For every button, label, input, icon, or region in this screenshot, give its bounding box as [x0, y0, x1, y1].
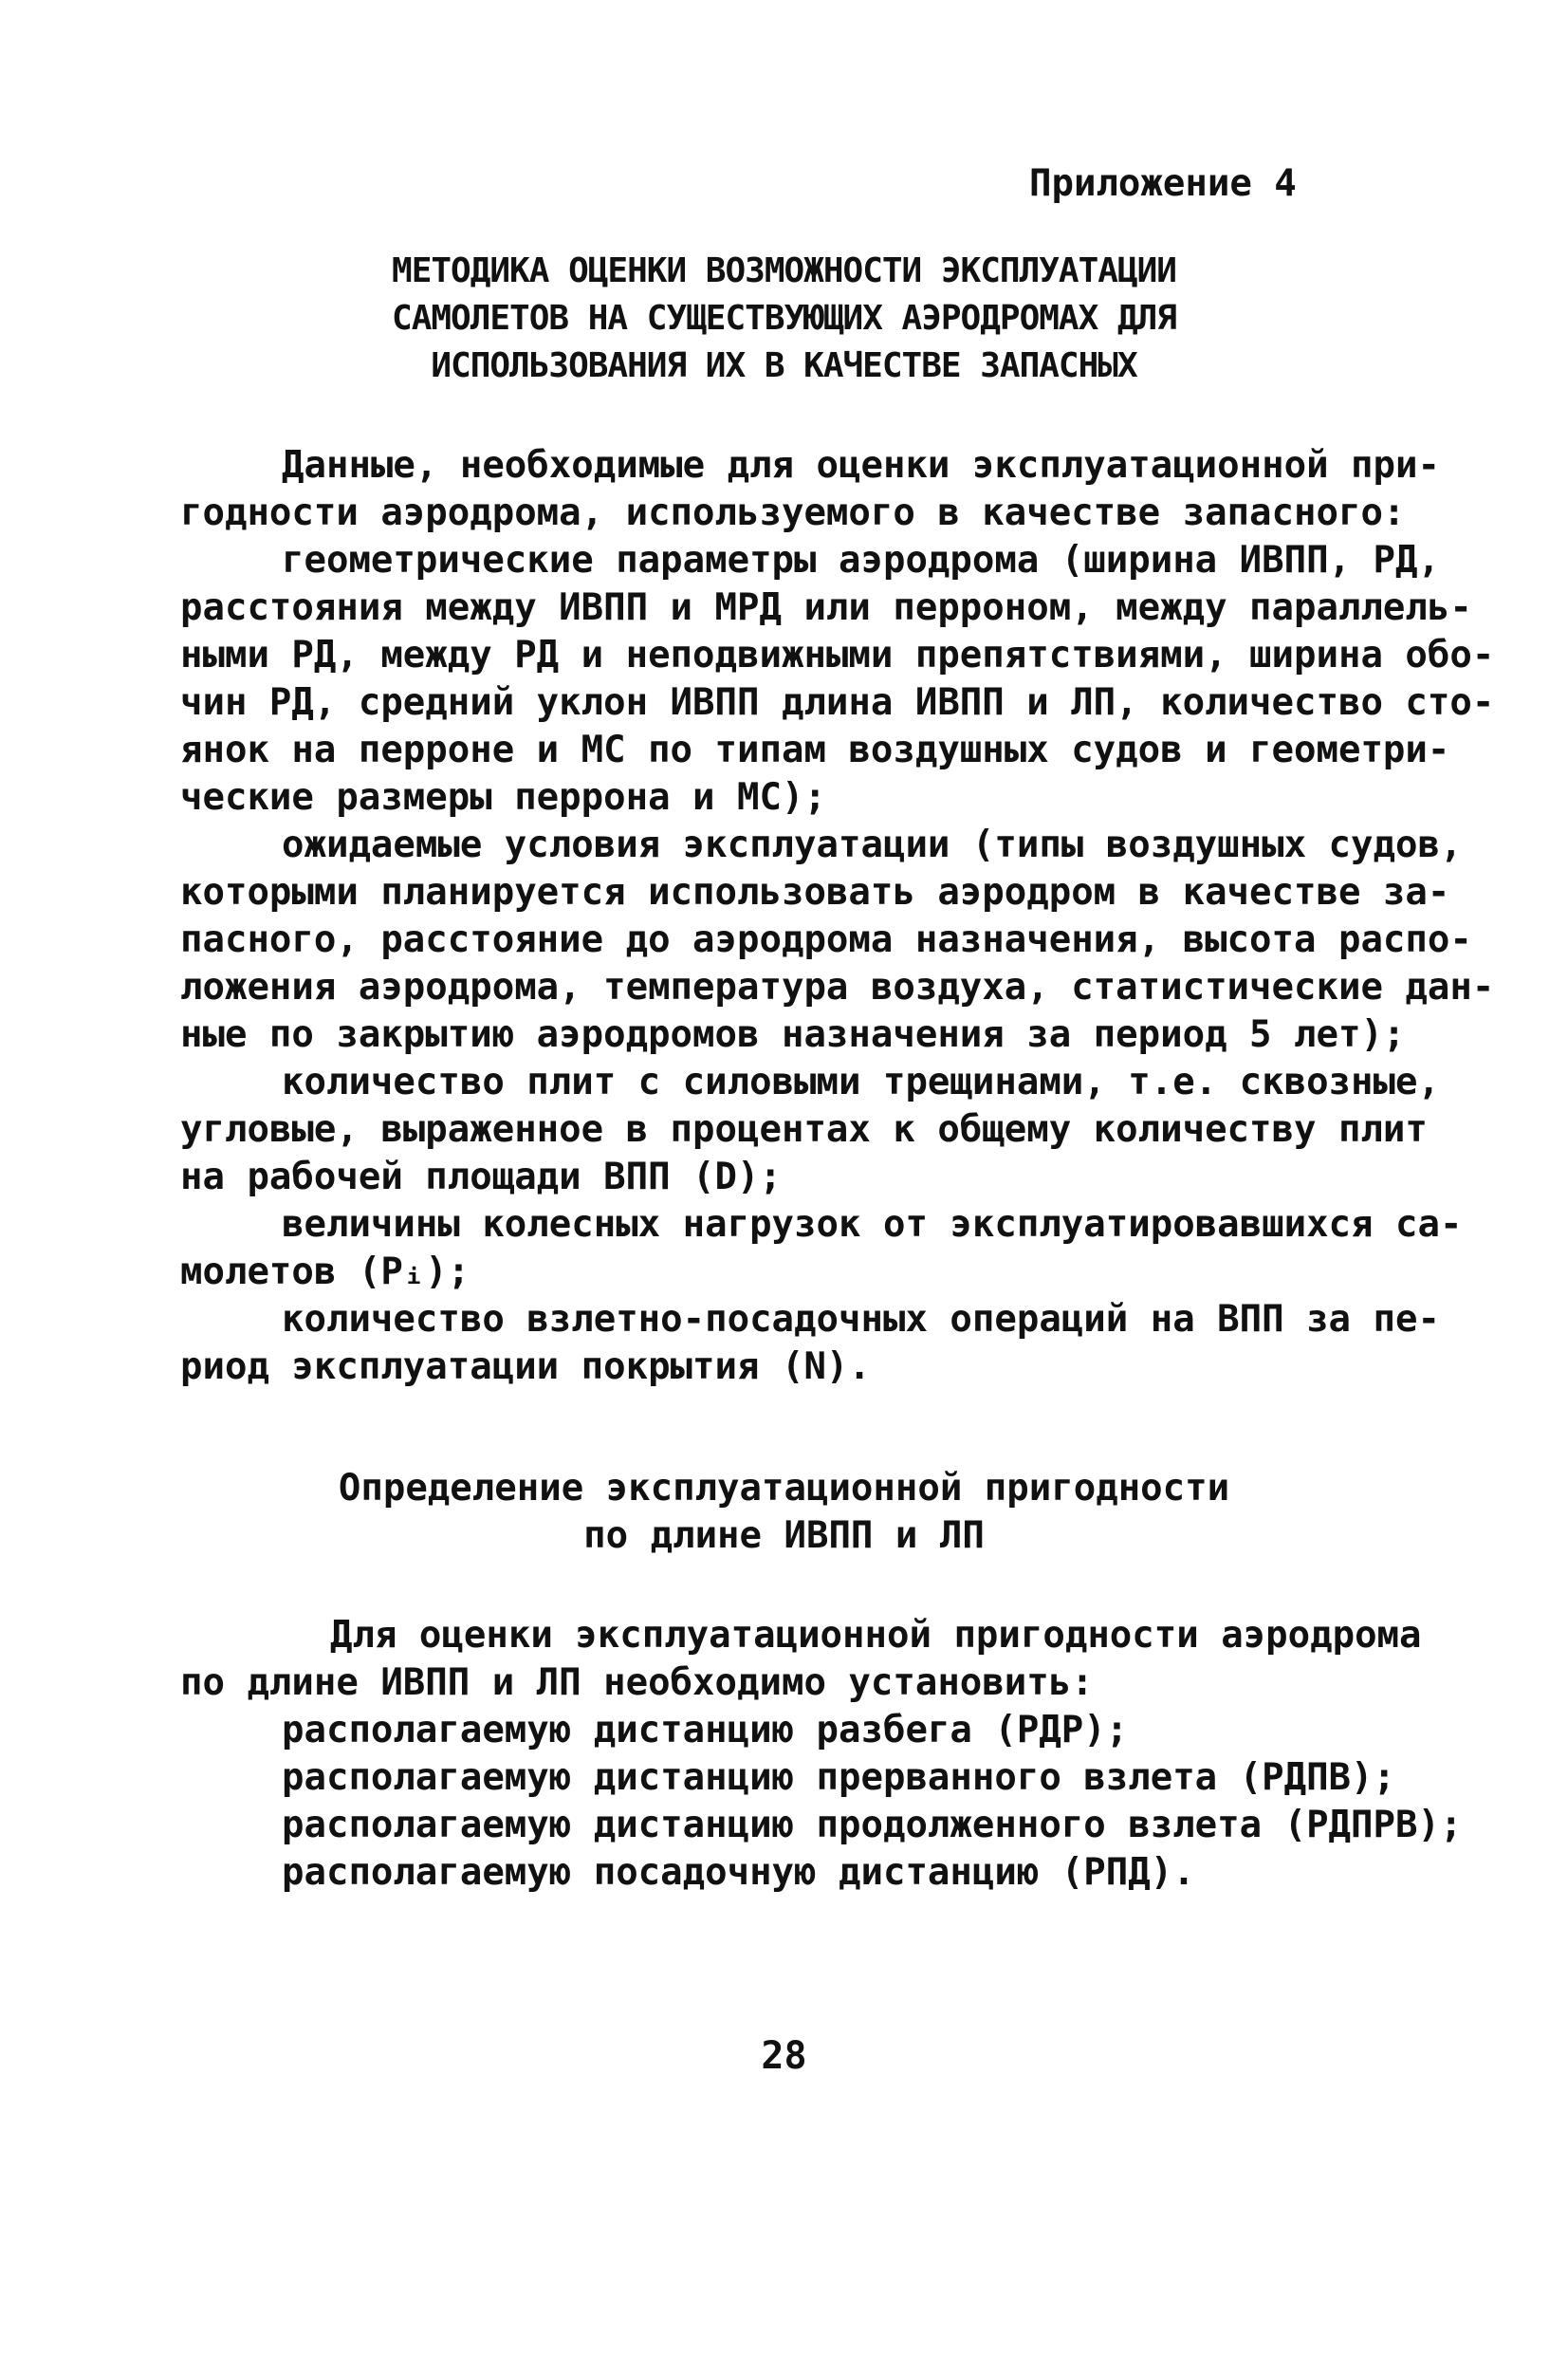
body-line: на рабочей площади ВПП (D); — [180, 1156, 782, 1198]
title-line: МЕТОДИКА ОЦЕНКИ ВОЗМОЖНОСТИ ЭКСПЛУАТАЦИИ — [392, 251, 1176, 290]
body-line: ложения аэродрома, температура воздуха, статистические дан- — [180, 966, 1495, 1009]
section-line: располагаемую дистанцию продолженного взлета (РДПРВ); — [282, 1804, 1463, 1846]
page-number: 28 — [761, 2034, 807, 2078]
section-line: располагаемую дистанцию прерванного взлета (РДПВ); — [282, 1756, 1395, 1799]
body-line: Данные, необходимые для оценки эксплуатационной при- — [282, 444, 1440, 487]
section-line: располагаемую дистанцию разбега (РДР); — [282, 1709, 1129, 1751]
appendix-label: Приложение 4 — [1029, 162, 1297, 205]
subheading-line: Определение эксплуатационной пригодности — [338, 1467, 1230, 1510]
body-line: ожидаемые условия эксплуатации (типы воздушных судов, — [282, 824, 1463, 866]
section-line: располагаемую посадочную дистанцию (РПД). — [282, 1851, 1195, 1894]
body-line: чин РД, средний уклон ИВПП длина ИВПП и ЛП, количество сто- — [180, 681, 1495, 724]
body-line: расстояния между ИВПП и МРД или перроном, между параллель- — [180, 586, 1472, 629]
body-line: количество взлетно-посадочных операций на ВПП за пе- — [282, 1298, 1440, 1341]
section-line: по длине ИВПП и ЛП необходимо установить: — [180, 1661, 1094, 1704]
title-line: САМОЛЕТОВ НА СУЩЕСТВУЮЩИХ АЭРОДРОМАХ ДЛЯ — [392, 299, 1176, 338]
body-line: ные по закрытию аэродромов назначения за период 5 лет); — [180, 1013, 1406, 1056]
body-line: ческие размеры перрона и МС); — [180, 776, 826, 819]
body-line: молетов (Pᵢ); — [180, 1251, 470, 1293]
section-line: Для оценки эксплуатационной пригодности аэродрома — [330, 1614, 1422, 1657]
body-line: количество плит с силовыми трещинами, т.е. сквозные, — [282, 1061, 1440, 1103]
body-line: которыми планируется использовать аэродром в качестве за- — [180, 871, 1450, 914]
body-line: величины колесных нагрузок от эксплуатировавшихся са- — [282, 1203, 1463, 1246]
body-line: ными РД, между РД и неподвижными препятствиями, ширина обо- — [180, 634, 1495, 676]
body-line: годности аэродрома, используемого в качестве запасного: — [180, 491, 1406, 534]
body-line: пасного, расстояние до аэродрома назначения, высота распо- — [180, 918, 1472, 961]
body-line: угловые, выраженное в процентах к общему количеству плит — [180, 1108, 1428, 1151]
subheading-line: по длине ИВПП и ЛП — [583, 1514, 985, 1557]
body-line: геометрические параметры аэродрома (ширина ИВПП, РД, — [282, 539, 1440, 582]
body-line: янок на перроне и МС по типам воздушных судов и геометри- — [180, 729, 1450, 771]
title-line: ИСПОЛЬЗОВАНИЯ ИХ В КАЧЕСТВЕ ЗАПАСНЫХ — [431, 346, 1137, 385]
body-line: риод эксплуатации покрытия (N). — [180, 1345, 871, 1388]
